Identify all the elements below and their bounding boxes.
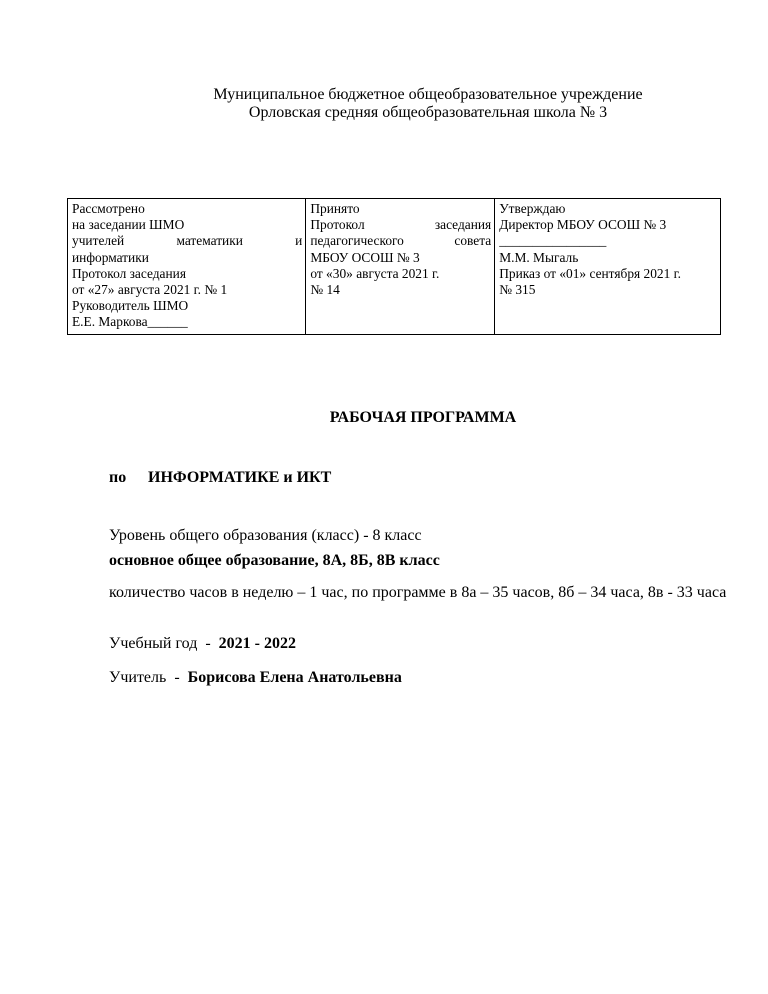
reviewed-meeting: на заседании ШМО xyxy=(72,217,185,233)
approved-director: Директор МБОУ ОСОШ № 3 xyxy=(499,217,667,233)
accepted-pedagogical-word: педагогического xyxy=(310,233,404,249)
accepted-number: № 14 xyxy=(310,282,340,298)
accepted-cell xyxy=(306,199,495,335)
reviewed-head: Руководитель ШМО xyxy=(72,298,189,314)
education-classes: основное общее образование, 8А, 8Б, 8В класс xyxy=(109,552,440,569)
reviewed-informatics: информатики xyxy=(72,249,149,265)
reviewed-heading: Рассмотрено xyxy=(72,201,145,216)
accepted-protocol-line xyxy=(310,217,491,233)
approved-order-date: Приказ от «01» сентября 2021 г. xyxy=(499,265,681,281)
approved-signature-line: ________________ xyxy=(499,233,607,249)
reviewed-teachers-word: учителей xyxy=(72,233,125,249)
school-name-line: Орловская средняя общеобразовательная школа № 3 xyxy=(248,104,608,121)
accepted-school: МБОУ ОСОШ № 3 xyxy=(310,249,420,265)
teacher-line xyxy=(109,669,402,687)
approved-heading: Утверждаю xyxy=(499,201,566,216)
reviewed-teachers-line xyxy=(72,233,302,249)
reviewed-protocol: Протокол заседания xyxy=(72,265,186,281)
teacher-name: Борисова Елена Анатольевна xyxy=(187,669,402,686)
approved-director-name: М.М. Мыгаль xyxy=(499,249,579,265)
approved-cell xyxy=(495,199,721,335)
reviewed-signature: Е.Е. Маркова______ xyxy=(72,314,188,330)
accepted-date: от «30» августа 2021 г. xyxy=(310,265,440,281)
accepted-protocol-word: Протокол xyxy=(310,217,365,233)
education-level: Уровень общего образования (класс) - 8 класс xyxy=(109,527,422,544)
accepted-council-line xyxy=(310,233,491,249)
reviewed-cell xyxy=(68,199,306,335)
hours-info: количество часов в неделю – 1 час, по программе в 8а – 35 часов, 8б – 34 часа, 8в - 33 часа xyxy=(109,584,727,601)
reviewed-math-word: математики xyxy=(176,233,243,249)
subject-value: ИНФОРМАТИКЕ и ИКТ xyxy=(148,469,332,486)
document-title xyxy=(0,409,768,427)
approval-table xyxy=(67,198,721,335)
accepted-heading: Принято xyxy=(310,201,360,216)
accepted-council-word: совета xyxy=(454,233,492,249)
reviewed-and-word: и xyxy=(295,233,303,249)
accepted-meeting-word: заседания xyxy=(434,217,492,233)
document-title-text: РАБОЧАЯ ПРОГРАММА xyxy=(329,409,517,426)
reviewed-date: от «27» августа 2021 г. № 1 xyxy=(72,282,228,298)
teacher-label: Учитель - xyxy=(109,669,188,686)
school-year-line xyxy=(109,635,296,653)
approved-order-number: № 315 xyxy=(499,282,536,298)
school-year-value: 2021 - 2022 xyxy=(218,635,296,652)
subject-label: по xyxy=(109,469,127,486)
school-type-line: Муниципальное бюджетное общеобразовательное учреждение xyxy=(213,86,643,103)
subject-line xyxy=(109,469,331,487)
school-year-label: Учебный год - xyxy=(109,635,219,652)
